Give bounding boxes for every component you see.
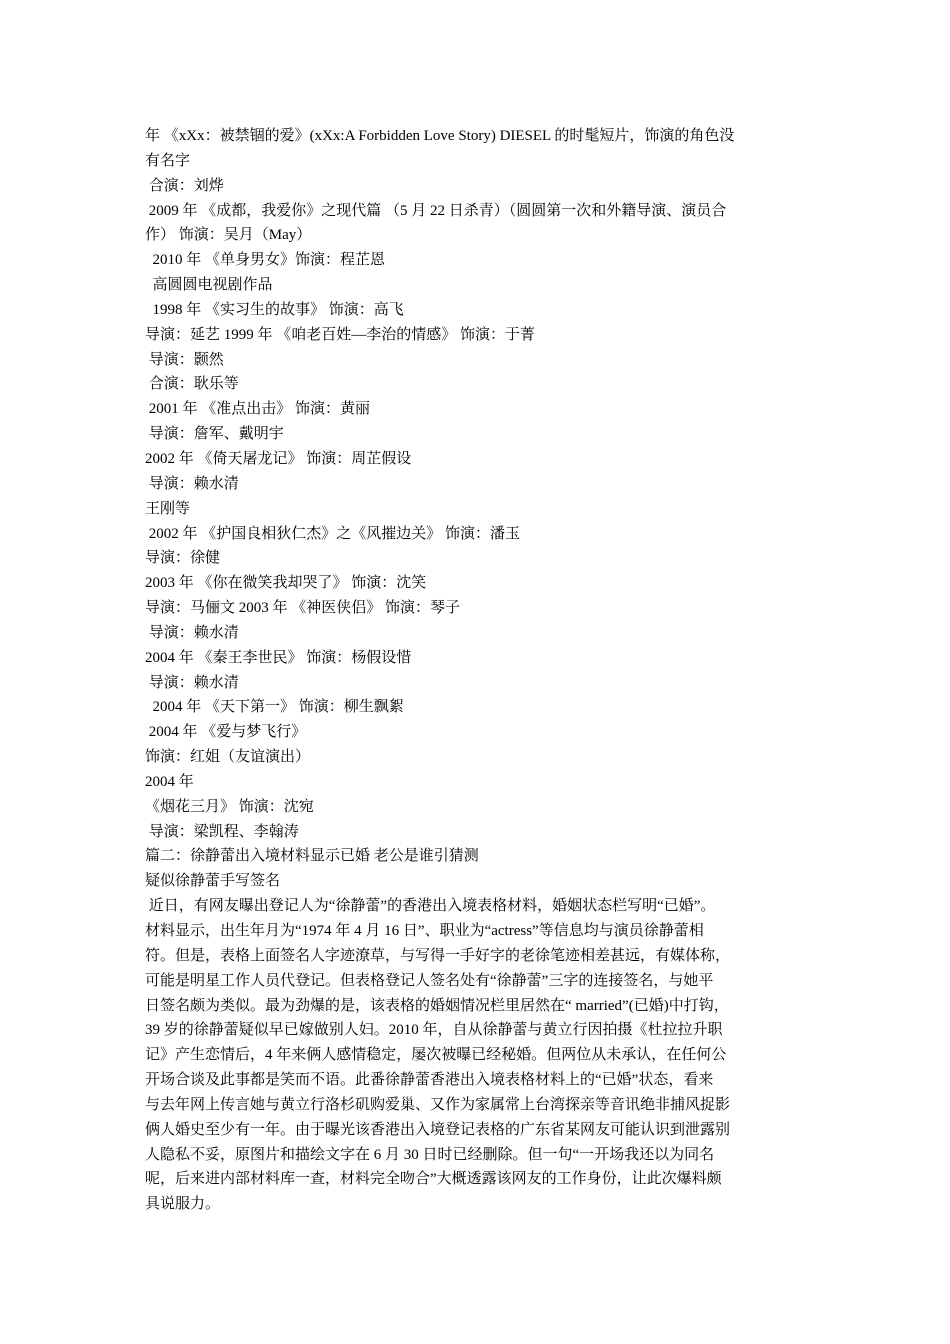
paragraph-line: 具说服力。 (145, 1196, 221, 1213)
text-line: 有名字 (145, 152, 191, 169)
text-line: 导演：赖水清 (145, 674, 239, 691)
text-line: 高圆圆电视剧作品 (145, 277, 273, 294)
paragraph-line: 开场合谈及此事都是笑而不语。此番徐静蕾香港出入境表格材料上的“已婚”状态，看来 (145, 1072, 714, 1089)
paragraph-line: 俩人婚史至少有一年。由于曝光该香港出入境登记表格的广东省某网友可能认识到泄露别 (145, 1121, 731, 1138)
text-line: 篇二：徐静蕾出入境材料显示已婚 老公是谁引猜测 (145, 848, 479, 865)
text-line: 2004 年 《爱与梦飞行》 (145, 724, 307, 741)
text-line: 2002 年 《倚天屠龙记》 饰演：周芷假设 (145, 450, 412, 467)
paragraph-line: 材料显示，出生年月为“1974 年 4 月 16 日”、职业为“actress”等信息均与演员徐静蕾相 (145, 923, 704, 939)
text-line: 饰演：红姐（友谊演出） (145, 749, 311, 766)
text-line: 2004 年 《天下第一》 饰演：柳生飘絮 (145, 699, 404, 716)
article-paragraph (145, 894, 835, 1217)
paragraph-line: 与去年网上传言她与黄立行洛杉矶购爱巢、又作为家属常上台湾探亲等音讯绝非捕风捉影 (145, 1096, 731, 1113)
text-line: 导演：赖水清 (145, 475, 239, 492)
text-line: 合演：刘烨 (145, 177, 224, 194)
text-line: 导演：徐健 (145, 550, 221, 567)
paragraph-line: 人隐私不妥，原图片和描绘文字在 6 月 30 日时已经删除。但一句“一开场我还以为同名 (145, 1146, 715, 1163)
text-line: 2009 年 《成都，我爱你》之现代篇 （5 月 22 日杀青）（圆圆第一次和外籍导演、演员合 (145, 202, 727, 219)
text-line: 导演：梁凯程、李翰涛 (145, 823, 299, 840)
text-line: 导演：赖水清 (145, 624, 239, 641)
text-line: 2004 年 《秦王李世民》 饰演：杨假设惜 (145, 649, 412, 666)
text-line: 导演：詹军、戴明宇 (145, 426, 284, 443)
paragraph-line: 记》产生恋情后，4 年来俩人感情稳定，屡次被曝已经秘婚。但两位从未承认，在任何公 (145, 1047, 727, 1064)
text-line: 导演：延艺 1999 年 《咱老百姓—李治的情感》 饰演：于菁 (145, 326, 536, 343)
text-line: 疑似徐静蕾手写签名 (145, 873, 281, 890)
document-body (145, 124, 835, 1217)
text-line: 2003 年 《你在微笑我却哭了》 饰演：沈笑 (145, 575, 427, 592)
text-line: 导演：马俪文 2003 年 《神医侠侣》 饰演：琴子 (145, 600, 461, 617)
paragraph-line: 呢，后来进内部材料库一查，材料完全吻合”大概透露该网友的工作身份，让此次爆料颇 (145, 1171, 722, 1188)
text-line: 导演：颢然 (145, 351, 224, 368)
text-line: 2010 年 《单身男女》饰演：程芷恩 (145, 252, 386, 269)
text-line: 王刚等 (145, 500, 191, 517)
text-line: 2001 年 《准点出击》 饰演：黄丽 (145, 401, 371, 418)
text-line: 2004 年 (145, 773, 194, 790)
paragraph-line: 可能是明星工作人员代登记。但表格登记人签名处有“徐静蕾”三字的连接签名，与她平 (145, 972, 714, 989)
text-line: 作） 饰演：吴月（May） (145, 227, 312, 244)
filmography-list (145, 124, 835, 894)
paragraph-line: 近日，有网友曝出登记人为“徐静蕾”的香港出入境表格材料，婚姻状态栏写明“已婚”。 (145, 898, 716, 915)
text-line: 合演：耿乐等 (145, 376, 239, 393)
paragraph-line: 39 岁的徐静蕾疑似早已嫁做别人妇。2010 年，自从徐静蕾与黄立行因拍摄《杜拉拉升职 (145, 1022, 723, 1039)
paragraph-line: 日签名颇为类似。最为劲爆的是，该表格的婚姻情况栏里居然在“ married”(已婚)中打钩， (145, 997, 729, 1014)
text-line: 《烟花三月》 饰演：沈宛 (145, 798, 314, 815)
paragraph-line: 符。但是，表格上面签名人字迹潦草，与写得一手好字的老徐笔迹相差甚远，有媒体称， (145, 947, 731, 964)
text-line: 1998 年 《实习生的故事》 饰演：高飞 (145, 301, 404, 318)
text-line: 年 《xXx：被禁锢的爱》(xXx:A Forbidden Love Story) DIESEL 的时髦短片，饰演的角色没 (145, 128, 735, 144)
text-line: 2002 年 《护国良相狄仁杰》之《风摧边关》 饰演：潘玉 (145, 525, 521, 542)
